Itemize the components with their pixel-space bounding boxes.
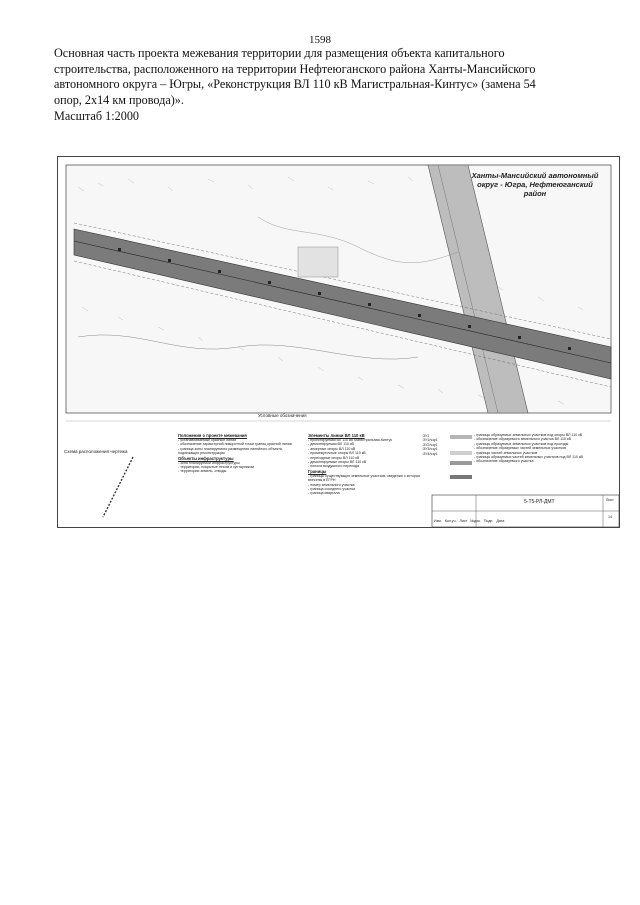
legend-item: - полоса воздушного перехода <box>308 464 360 469</box>
legend-item: - промежуточные опоры ВЛ 110 кВ <box>308 451 366 456</box>
legend-column-2 <box>308 433 426 496</box>
legend-item: - устанавливаемые красные линии <box>178 438 237 442</box>
legend-item: - зона планируемой инфраструктуры <box>178 460 240 465</box>
legend-code: :ЗУ2/чзу1 <box>422 442 438 447</box>
heading-line: опор, 2х14 км провода)». <box>54 92 184 107</box>
legend-item: - граница соседнего участка <box>308 487 356 492</box>
legend-item: - демонтируемые опоры ВЛ 110 кВ <box>308 460 367 465</box>
legend-section-title: Положения о проекте межевания <box>178 433 247 438</box>
legend-item: - граница зоны планируемого размещения линейного объекта, подлежащих реконструкции <box>178 446 283 456</box>
legend-item: - обозначение образуемого участка <box>474 459 534 464</box>
stamp-col: Лист <box>459 519 468 523</box>
scale-label: Масштаб 1:2000 <box>54 109 140 123</box>
page-number: 1598 <box>309 34 331 46</box>
drawing-sheet <box>57 156 620 528</box>
heading-line: автономного округа – Югры, «Реконструкция ВЛ 110 кВ Магистральная-Кинтус» (замена 54 <box>54 77 536 91</box>
region-label: Ханты-Мансийский автономный округ - Югра, Нефтеюганский район <box>471 171 599 198</box>
legend-item: - обозначение образуемых частей земельных участков <box>474 446 567 451</box>
legend-section-title: Элементы линии ВЛ 110 кВ <box>308 433 365 438</box>
legend-code: :ЗУ3/чзу1 <box>422 447 438 452</box>
legend-codes <box>422 434 438 456</box>
stamp-col: Кол.уч. <box>444 519 457 523</box>
stamp-code: 5-Т5-РЛ-ДМТ <box>524 499 555 505</box>
stamp-col: Дата <box>496 519 505 523</box>
legend-item: - проектируемая ВЛ 110 кВ Магистральная-Кинтус <box>308 438 393 442</box>
legend-column-3 <box>474 433 604 464</box>
settlement-area <box>298 247 338 277</box>
stamp-col: №док. <box>470 519 481 523</box>
legend-title: Условные обозначения <box>258 413 307 418</box>
stamp-col: Подп. <box>483 519 494 523</box>
legend-item: - переходные опоры ВЛ 110 кВ <box>308 455 360 460</box>
stamp-columns <box>434 519 504 523</box>
heading-line: строительства, расположенного на территории Нефтеюганского района Ханты-Мансийского <box>54 61 536 76</box>
legend-item: - территории земель, отводы <box>178 469 227 474</box>
legend-code: :ЗУ1/чзу1 <box>422 438 438 443</box>
legend-item: - границы образуемых частей земельных участков под ВЛ 110 кВ <box>474 455 583 460</box>
legend-column-1 <box>178 433 296 474</box>
legend-item: - обозначение характерной поворотной точки границ красной линии <box>178 442 292 447</box>
legend-item: - обозначение образуемого земельного участка ВЛ 110 кВ <box>474 437 572 442</box>
stamp-col: Изм. <box>434 519 442 523</box>
location-scheme-line <box>103 457 133 517</box>
legend-item: - границы частей земельных участков <box>474 450 538 455</box>
legend-item: - территории, покрытые лесом и кустарником <box>178 465 254 470</box>
legend-code: :ЗУ1 <box>422 434 430 438</box>
legend-item: - граница квартала <box>308 491 340 496</box>
stamp-sheet-label: Лист <box>606 498 614 502</box>
legend-item: - границы образуемых земельных участков под проезды <box>474 441 569 446</box>
legend-item: - границы существующих земельных участков, сведения о которых внесены в ЕГРН <box>308 473 421 483</box>
scheme-title: Схема расположения чертежа <box>64 449 128 454</box>
legend-item: - номер земельного участка <box>308 482 355 487</box>
legend-item: - демонтируемая ВЛ 110 кВ <box>308 442 354 447</box>
legend-section-title: Объекты инфраструктуры <box>178 455 234 461</box>
legend-item: - границы образуемых земельных участков под опоры ВЛ 110 кВ <box>474 433 583 437</box>
document-heading <box>54 46 574 108</box>
heading-line: Основная часть проекта межевания территории для размещения объекта капитального <box>54 46 505 60</box>
legend-code: :ЗУ4/чзу1 <box>422 451 438 456</box>
legend-item: - анкерные опоры ВЛ 110 кВ <box>308 446 356 451</box>
stamp-sheet-number: 14 <box>608 515 612 519</box>
legend-section-title: Границы <box>308 468 327 474</box>
